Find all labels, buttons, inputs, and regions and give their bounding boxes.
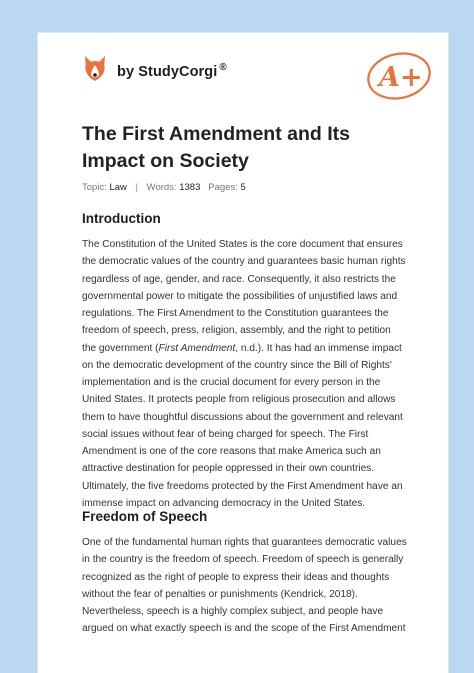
page-count: 5 [240,182,246,193]
paragraph-line: United States. It protects people from religious prosecution and allows [82,394,396,406]
corgi-icon [82,54,108,87]
paragraph-line: Ultimately, the five freedoms protected by the First Amendment have an [82,480,403,492]
freedom-of-speech-paragraph [82,534,432,638]
svg-text:A+: A+ [379,62,423,93]
topic-link[interactable]: Law [109,182,127,193]
pages-label: Pages: [208,182,238,193]
meta-separator: | [135,182,139,193]
essay-title [82,121,422,175]
paragraph-line: without the fear of penalties or punishments (Kendrick, 2018). [82,588,358,600]
title-line: The First Amendment and Its [82,123,350,145]
paragraph-line: governmental power to mitigate the possibilities of unjustified laws and [82,290,398,302]
brand-logo[interactable] [82,54,227,87]
words-label: Words: [146,182,177,193]
title-line: Impact on Society [82,150,249,172]
paragraph-line: them to have thoughtful discussions about the government and relevant [82,411,403,423]
paragraph-line: freedom of speech, press, religion, assembly, and the right to petition [82,325,391,337]
section-heading-introduction: Introduction [82,211,161,226]
word-count: 1383 [179,182,201,193]
paragraph-line: the democratic values of the country and guarantees basic human rights [82,256,406,268]
paragraph-line: the government (First Amendment, n.d.). It has had an immense impact [82,342,402,354]
introduction-paragraph [82,236,432,512]
paragraph-line: recognized as the right of people to express their ideas and thoughts [82,571,390,583]
grade-badge [364,47,434,106]
paragraph-line: social issues without fear of being charged for speech. The First [82,428,369,440]
paragraph-line: Nevertheless, speech is a highly complex subject, and people have [82,606,384,617]
paragraph-line: immense impact on advancing democracy in the United States. [82,497,366,509]
paragraph-line: regulations. The First Amendment to the Constitution guarantees the [82,308,389,319]
brand-name: by StudyCorgi ® [117,61,227,80]
paragraph-line: regardless of age, gender, and race. Consequently, it also restricts the [82,273,396,285]
paragraph-line: on the democratic development of the country since the Bill of Rights' [82,359,392,371]
paragraph-line: Amendment is one of the core reasons that make America such an [82,446,381,457]
essay-meta [82,182,246,193]
paragraph-line: argued on what exactly speech is and the scope of the First Amendment [82,623,406,635]
paragraph-line: in the country is the freedom of speech. Freedom of speech is generally [82,554,404,566]
paragraph-line: implementation and is the crucial document for every person in the [82,377,381,388]
paragraph-line: One of the fundamental human rights that guarantees democratic values [82,537,407,548]
essay-page [38,33,448,673]
section-heading-freedom-of-speech: Freedom of Speech [82,509,208,524]
topic-label: Topic: [82,182,107,193]
paragraph-line: The Constitution of the United States is the core document that ensures [82,239,403,250]
paragraph-line: attractive destination for people oppressed in their own countries. [82,463,375,475]
